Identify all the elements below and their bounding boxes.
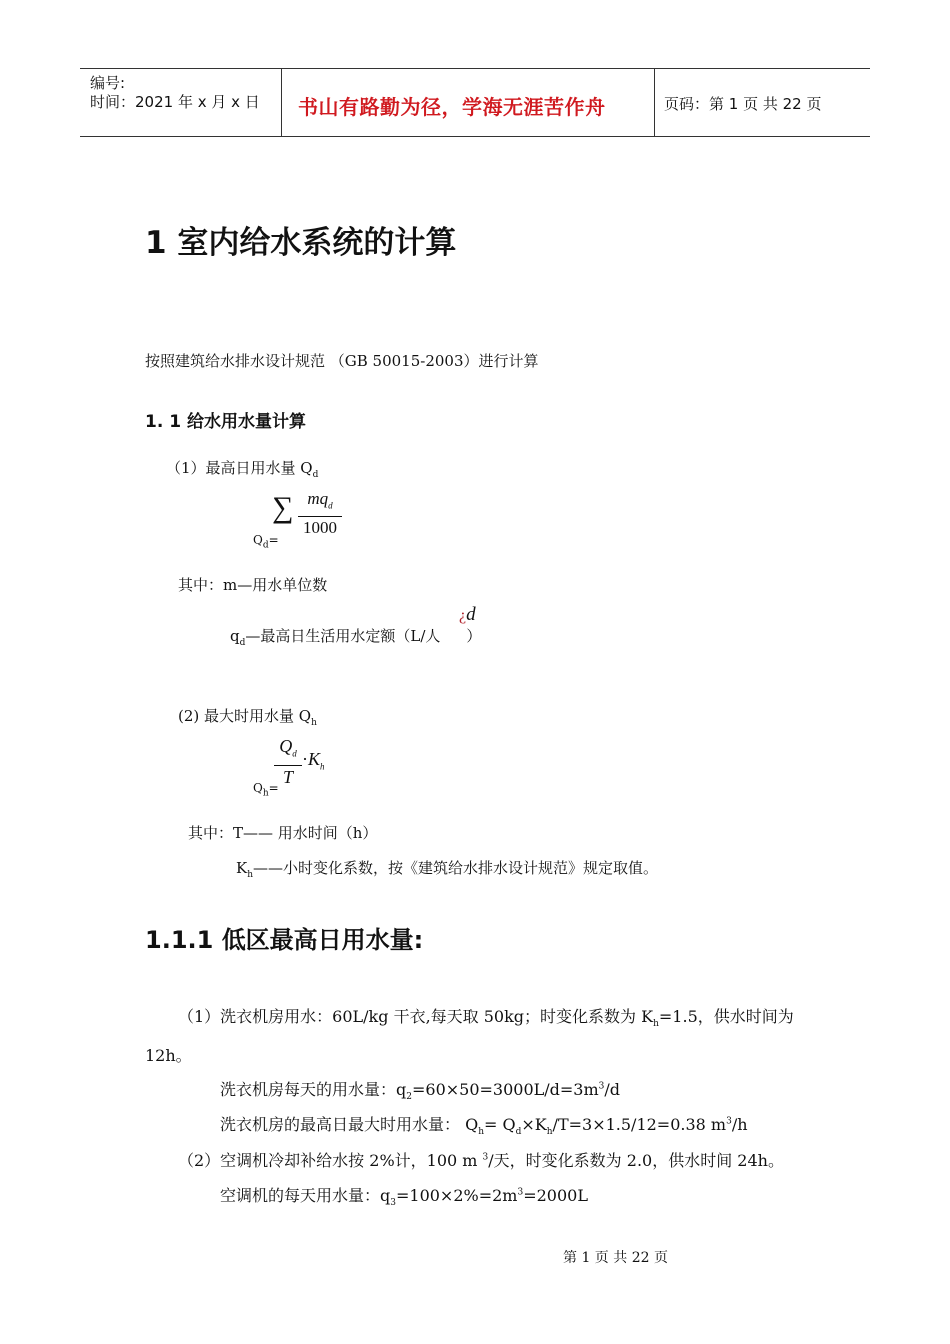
header-top-rule [80, 68, 870, 69]
formula1-lhs: $Q_d=$ [253, 533, 279, 551]
formula2-numerator: $Q_d$ [279, 736, 297, 759]
laundry-paragraph: （1）洗衣机房用水：60L/kg 干衣,每天取 50kg；时变化系数为 $K_h=1.5$，供水时间为 [178, 1007, 794, 1030]
formula1-denominator: 1000 [303, 518, 337, 538]
header-motto: 书山有路勤为径，学海无涯苦作舟 [298, 95, 606, 119]
where-m: 其中：m—用水单位数 [178, 576, 328, 594]
header-divider-left [281, 68, 282, 136]
header-number-label: 编号: [90, 74, 126, 92]
ac-paragraph: （2）空调机冷却补给水按 2%计，100 m $^3$/天，时变化系数为 2.0，供水时间 24h。 [178, 1151, 784, 1170]
laundry-peak-hourly: 洗衣机房的最高日最大时用水量： $Q_h= Q_d\times K_h/T=3\times 1.5/12=0.38$ $m^3/h$ [220, 1115, 748, 1138]
header-bottom-rule [80, 136, 870, 137]
section-intro: 按照建筑给水排水设计规范 （GB 50015-2003）进行计算 [145, 352, 539, 370]
header-time-label: 时间：2021 年 x 月 x 日 [90, 93, 260, 111]
where-t: 其中：T—— 用水时间（h） [188, 824, 378, 842]
formula2-lhs: $Q_h=$ [253, 781, 279, 799]
where-qd-unit: ¿d [459, 604, 476, 625]
subsubsection-title: 1.1.1 低区最高日用水量: [145, 926, 424, 954]
item1-label: （1）最高日用水量 $Q_d$ [166, 459, 319, 480]
formula2-fraction [274, 735, 302, 788]
laundry-daily-usage: 洗衣机房每天的用水量：$q_2=60\times 50=3000L/d=3m^3/d$ [220, 1080, 621, 1103]
ac-daily-usage: 空调机的每天用水量：$q_3=100\times 2\%=2m^3=2000L$ [220, 1186, 588, 1209]
header-page-info: 页码：第 1 页 共 22 页 [664, 95, 822, 113]
section-title: 1 室内给水系统的计算 [145, 225, 457, 261]
where-qd: $q_d—$最高日生活用水定额（L/人 ） [230, 627, 482, 648]
subsection-title: 1. 1 给水用水量计算 [145, 412, 306, 432]
where-kh: $K_h——$小时变化系数，按《建筑给水排水设计规范》规定取值。 [236, 859, 659, 880]
header-divider-right [654, 68, 655, 136]
laundry-paragraph-cont: 12h。 [145, 1046, 192, 1065]
sum-symbol: ∑ [272, 491, 294, 524]
item2-label: (2) 最大时用水量 $Q_h$ [178, 707, 317, 728]
formula1-fraction [298, 488, 342, 539]
formula2-multiplier: $\cdot K_h$ [302, 749, 325, 772]
formula1-numerator: $mq_d$ [307, 489, 333, 511]
page-footer: 第 1 页 共 22 页 [563, 1250, 668, 1266]
formula2-denominator: T [282, 766, 293, 787]
